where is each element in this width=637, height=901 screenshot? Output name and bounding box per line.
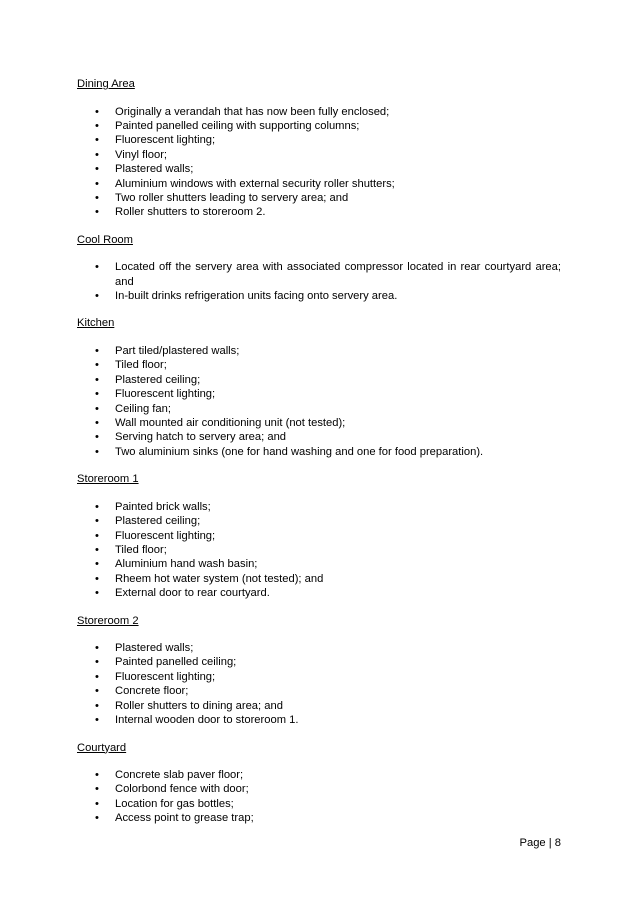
page-number: Page | 8 bbox=[519, 837, 561, 849]
list-item: • In-built drinks refrigeration units facing onto servery area. bbox=[77, 289, 561, 303]
list-item: • Serving hatch to servery area; and bbox=[77, 430, 561, 444]
list-item: • Fluorescent lighting; bbox=[77, 529, 561, 543]
section-heading: Storeroom 2 bbox=[77, 614, 139, 627]
bullet-list bbox=[77, 105, 561, 220]
bullet-list bbox=[77, 768, 561, 826]
section-heading: Cool Room bbox=[77, 233, 133, 246]
list-item: • Originally a verandah that has now been fully enclosed; bbox=[77, 105, 561, 119]
list-item: • Access point to grease trap; bbox=[77, 811, 561, 825]
bullet-list bbox=[77, 500, 561, 601]
list-item: • External door to rear courtyard. bbox=[77, 586, 561, 600]
document-body bbox=[77, 77, 561, 839]
section-storeroom-2 bbox=[77, 614, 561, 728]
list-item: • Fluorescent lighting; bbox=[77, 133, 561, 147]
list-item: • Plastered walls; bbox=[77, 162, 561, 176]
section-heading: Dining Area bbox=[77, 78, 135, 90]
list-item: • Location for gas bottles; bbox=[77, 797, 561, 811]
section-heading: Courtyard bbox=[77, 741, 127, 754]
list-item: • Rheem hot water system (not tested); and bbox=[77, 572, 561, 586]
section-heading: Kitchen bbox=[77, 317, 115, 330]
list-item: • Located off the servery area with associated compressor located in rear courtyard area; and bbox=[77, 260, 561, 289]
list-item: • Tiled floor; bbox=[77, 358, 561, 372]
list-item: • Painted brick walls; bbox=[77, 500, 561, 514]
bullet-list bbox=[77, 344, 561, 459]
list-item: • Vinyl floor; bbox=[77, 148, 561, 162]
list-item: • Fluorescent lighting; bbox=[77, 670, 561, 684]
list-item: • Ceiling fan; bbox=[77, 402, 561, 416]
list-item: • Plastered ceiling; bbox=[77, 514, 561, 528]
list-item: • Aluminium hand wash basin; bbox=[77, 557, 561, 571]
list-item: • Plastered walls; bbox=[77, 641, 561, 655]
list-item: • Part tiled/plastered walls; bbox=[77, 344, 561, 358]
list-item: • Concrete floor; bbox=[77, 684, 561, 698]
bullet-list bbox=[77, 260, 561, 303]
section-heading: Storeroom 1 bbox=[77, 473, 139, 486]
list-item: • Tiled floor; bbox=[77, 543, 561, 557]
list-item: • Painted panelled ceiling with supporting columns; bbox=[77, 119, 561, 133]
section-courtyard bbox=[77, 741, 561, 826]
list-item: • Roller shutters to storeroom 2. bbox=[77, 205, 561, 219]
section-kitchen bbox=[77, 316, 561, 459]
bullet-list bbox=[77, 641, 561, 727]
list-item: • Concrete slab paver floor; bbox=[77, 768, 561, 782]
list-item: • Painted panelled ceiling; bbox=[77, 655, 561, 669]
section-dining-area bbox=[77, 77, 561, 220]
list-item: • Internal wooden door to storeroom 1. bbox=[77, 713, 561, 727]
list-item: • Roller shutters to dining area; and bbox=[77, 699, 561, 713]
section-cool-room bbox=[77, 233, 561, 304]
list-item: • Aluminium windows with external security roller shutters; bbox=[77, 177, 561, 191]
list-item: • Two aluminium sinks (one for hand washing and one for food preparation). bbox=[77, 445, 561, 459]
list-item: • Wall mounted air conditioning unit (not tested); bbox=[77, 416, 561, 430]
list-item: • Plastered ceiling; bbox=[77, 373, 561, 387]
section-storeroom-1 bbox=[77, 472, 561, 600]
list-item: • Fluorescent lighting; bbox=[77, 387, 561, 401]
list-item: • Colorbond fence with door; bbox=[77, 782, 561, 796]
list-item: • Two roller shutters leading to servery area; and bbox=[77, 191, 561, 205]
